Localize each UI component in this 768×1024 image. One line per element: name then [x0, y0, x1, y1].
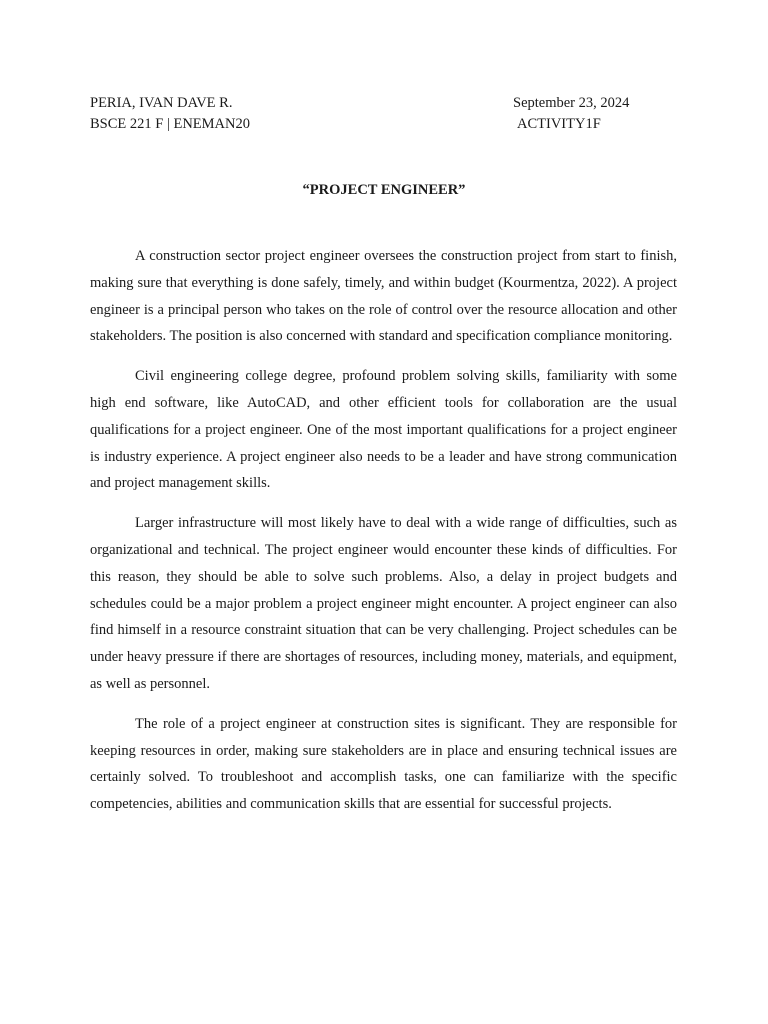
paragraph-1: A construction sector project engineer oversees the construction project from start to finish, making sure that everything is done safely, timely, and within budget (Kourmentza, 2022). A project engineer is a principal person who takes on the role of control over the resource allocation and other stakeholders. The position is also concerned with standard and specification compliance monitoring.: [90, 248, 677, 345]
paragraph-2: Civil engineering college degree, profound problem solving skills, familiarity with some high end software, like AutoCAD, and other efficient tools for collaboration are the usual qualifications for a project engineer. One of the most important qualifications for a project engineer is industry experience. A project engineer also needs to be a leader and have strong communication and project management skills.: [90, 368, 677, 492]
submission-date: September 23, 2024: [513, 95, 630, 111]
activity-label: ACTIVITY1F: [517, 116, 601, 132]
student-name: PERIA, IVAN DAVE R.: [90, 95, 233, 111]
document-body: [90, 243, 677, 831]
document-title: “PROJECT ENGINEER”: [302, 182, 466, 198]
paragraph-4: The role of a project engineer at construction sites is significant. They are responsible for keeping resources in order, making sure stakeholders are in place and ensuring technical issues are certainly solved. To troubleshoot and accomplish tasks, one can familiarize with the specific competencies, abilities and communication skills that are essential for successful projects.: [90, 715, 677, 813]
paragraph-3: Larger infrastructure will most likely have to deal with a wide range of difficulties, such as organizational and technical. The project engineer would encounter these kinds of difficulties. For this reason, they should be able to solve such problems. Also, a delay in project budgets and schedules could be a major problem a project engineer might encounter. A project engineer can also find himself in a resource constraint situation that can be very challenging. Project schedules can be under heavy pressure if there are shortages of resources, including money, materials, and equipment, as well as personnel.: [90, 515, 677, 692]
course-code: BSCE 221 F | ENEMAN20: [90, 116, 251, 132]
